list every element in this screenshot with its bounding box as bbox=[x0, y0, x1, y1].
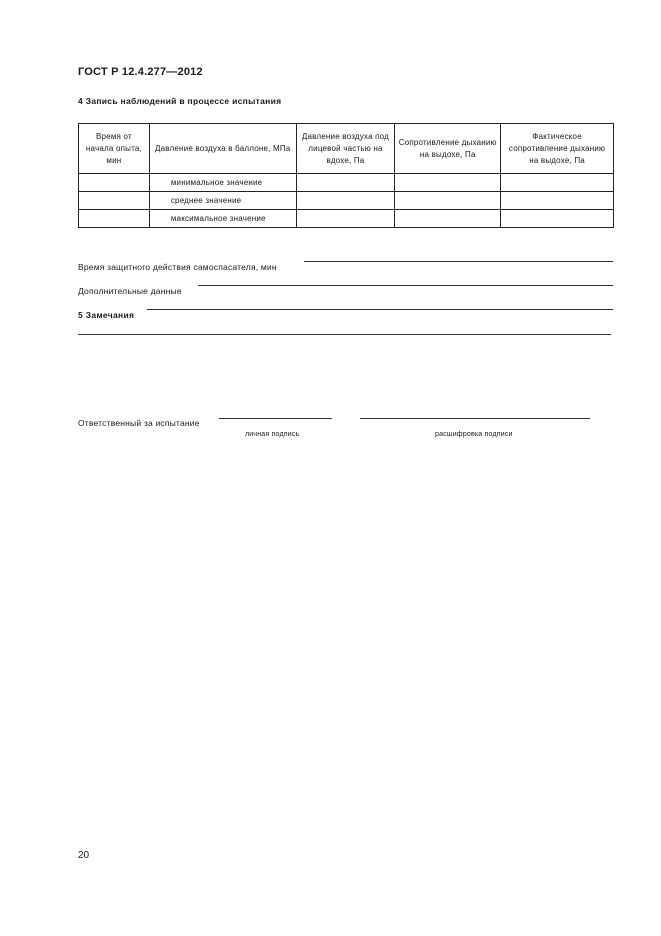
signature-decoding-line[interactable] bbox=[360, 418, 590, 419]
table-cell bbox=[501, 174, 614, 192]
table-cell bbox=[395, 174, 501, 192]
remarks-fill-line-2[interactable] bbox=[78, 334, 611, 335]
table-cell bbox=[296, 174, 395, 192]
section-4-title: 4 Запись наблюдений в процессе испытания bbox=[78, 96, 282, 106]
column-header-actual-exhale-resistance: Фактическое сопротивление дыханию на выдохе, Па bbox=[501, 124, 614, 174]
signature-decoding-caption: расшифровка подписи bbox=[435, 431, 513, 438]
table-header-row bbox=[79, 124, 614, 174]
table-cell bbox=[395, 192, 501, 210]
table-row bbox=[79, 192, 614, 210]
page-number: 20 bbox=[78, 850, 90, 861]
personal-signature-caption: личная подпись bbox=[245, 431, 300, 438]
table-row bbox=[79, 174, 614, 192]
protective-time-fill-line[interactable] bbox=[304, 261, 613, 262]
table-row bbox=[79, 210, 614, 228]
section-5-title: 5 Замечания bbox=[78, 310, 135, 320]
responsible-label: Ответственный за испытание bbox=[78, 418, 200, 428]
table-cell bbox=[501, 210, 614, 228]
table-cell bbox=[296, 210, 395, 228]
row-label-avg: среднее значение bbox=[149, 192, 296, 210]
personal-signature-line[interactable] bbox=[219, 418, 332, 419]
additional-data-label: Дополнительные данные bbox=[78, 286, 182, 296]
column-header-exhale-resistance: Сопротивление дыханию на выдохе, Па bbox=[395, 124, 501, 174]
remarks-fill-line[interactable] bbox=[147, 309, 613, 310]
row-label-min: минимальное значение bbox=[149, 174, 296, 192]
table-cell bbox=[79, 174, 150, 192]
additional-data-fill-line[interactable] bbox=[198, 285, 613, 286]
column-header-cylinder-pressure: Давление воздуха в баллоне, МПа bbox=[149, 124, 296, 174]
observations-table bbox=[78, 123, 614, 228]
column-header-inhale-pressure: Давление воздуха под лицевой частью на вдохе, Па bbox=[296, 124, 395, 174]
table-cell bbox=[501, 192, 614, 210]
table-cell bbox=[79, 192, 150, 210]
table-cell bbox=[395, 210, 501, 228]
document-header: ГОСТ Р 12.4.277—2012 bbox=[78, 66, 203, 78]
protective-time-label: Время защитного действия самоспасателя, мин bbox=[78, 262, 277, 272]
table-cell bbox=[296, 192, 395, 210]
row-label-max: максимальное значение bbox=[149, 210, 296, 228]
table-cell bbox=[79, 210, 150, 228]
column-header-time: Время от начала опыта, мин bbox=[79, 124, 150, 174]
